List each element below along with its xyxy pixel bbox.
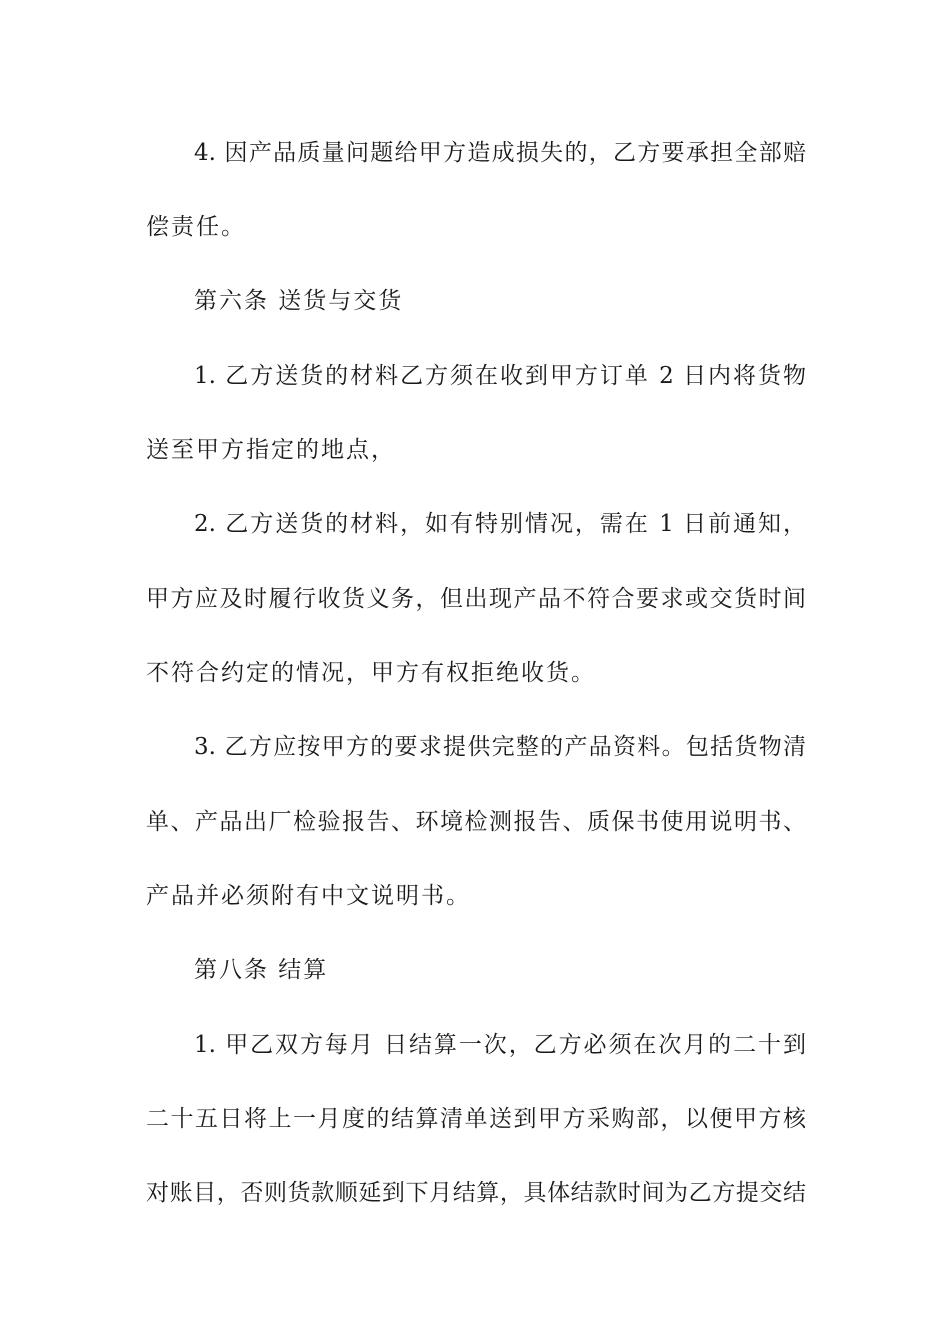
paragraph-line: 甲方应及时履行收货义务，但出现产品不符合要求或交货时间: [146, 586, 806, 612]
paragraph-line: 产品并必须附有中文说明书。: [146, 883, 471, 909]
paragraph-line: 1. 甲乙双方每月 日结算一次，乙方必须在次月的二十到: [194, 1032, 806, 1058]
paragraph-line: 单、产品出厂检验报告、环境检测报告、质保书使用说明书、: [146, 809, 806, 835]
paragraph-line: 不符合约定的情况，甲方有权拒绝收货。: [146, 660, 596, 686]
paragraph-line: 送至甲方指定的地点，: [146, 437, 396, 463]
section-heading: 第八条 结算: [194, 957, 329, 983]
paragraph-line: 3. 乙方应按甲方的要求提供完整的产品资料。包括货物清: [194, 734, 806, 760]
paragraph-line: 偿责任。: [146, 214, 246, 240]
paragraph-line: 2. 乙方送货的材料，如有特别情况，需在 1 日前通知，: [194, 511, 806, 537]
paragraph-line: 1. 乙方送货的材料乙方须在收到甲方订单 2 日内将货物: [194, 363, 806, 389]
section-heading: 第六条 送货与交货: [194, 288, 404, 314]
paragraph-line: 4. 因产品质量问题给甲方造成损失的，乙方要承担全部赔: [194, 140, 806, 166]
paragraph-line: 对账目，否则货款顺延到下月结算，具体结款时间为乙方提交结: [146, 1180, 806, 1206]
paragraph-line: 二十五日将上一月度的结算清单送到甲方采购部，以便甲方核: [146, 1106, 806, 1132]
